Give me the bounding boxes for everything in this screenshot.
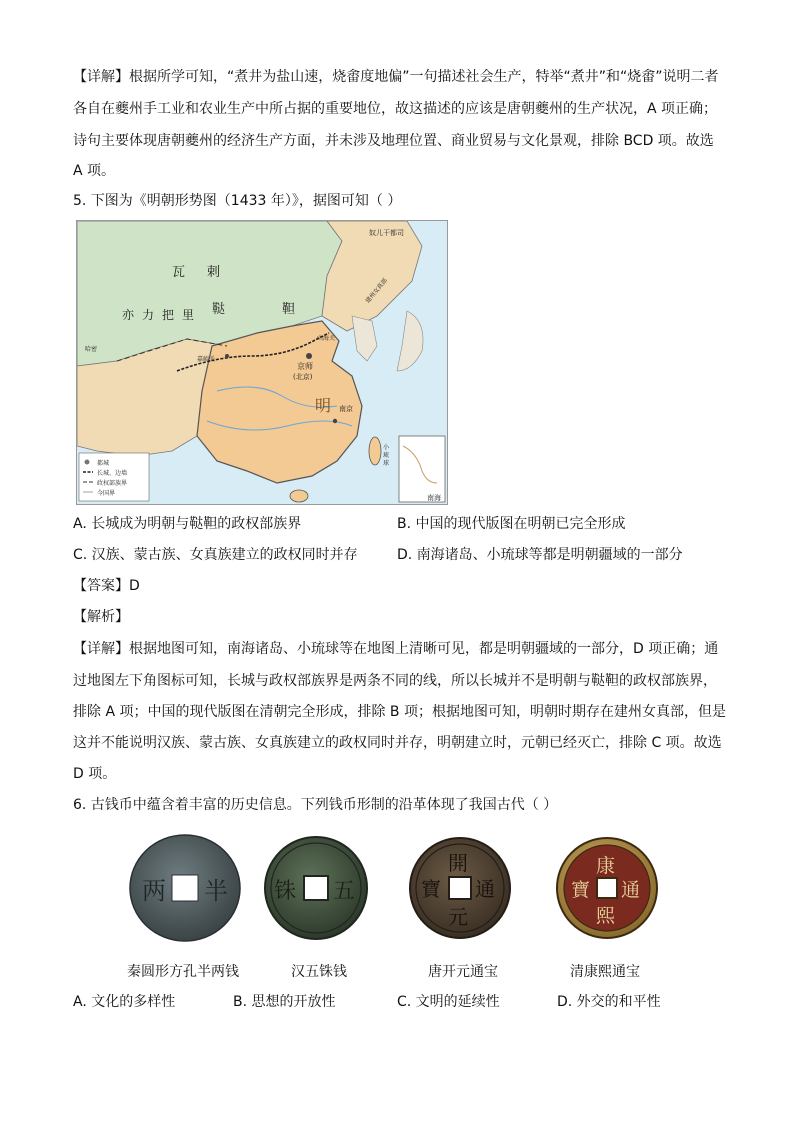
q5-detail-line-5: D 项。 — [73, 766, 117, 782]
q5-option-d[interactable]: D. 南海诸岛、小琉球等都是明朝疆域的一部分 — [397, 547, 683, 563]
coin-caption-tang: 唐开元通宝 — [428, 964, 498, 980]
map-label-hami: 哈密 — [85, 346, 98, 353]
legend-great-wall: 长城、边墙 — [97, 470, 128, 477]
q4-detail-line-3: 诗句主要体现唐朝夔州的经济生产方面，并未涉及地理位置、商业贸易与文化景观，排除 BCD 项。故选 — [73, 133, 714, 149]
coin-3-glyph-top: 開 — [448, 851, 468, 875]
q4-detail-line-1: 【详解】根据所学可知，“煮井为盐山速，烧畬度地偏”一句描述社会生产，特举“煮井”和“烧畬”说明二者 — [73, 69, 719, 85]
coin-caption-qing: 清康熙通宝 — [570, 964, 640, 980]
map-label-xiaoliuqiu-2: 琉 — [383, 452, 390, 459]
coin-2-glyph-left: 铢 — [274, 879, 297, 904]
map-label-wala-2: 剌 — [207, 265, 221, 280]
coin-4-glyph-top: 康 — [596, 855, 616, 877]
q6-option-a[interactable]: A. 文化的多样性 — [73, 994, 176, 1010]
coin-2-glyph-right: 五 — [333, 879, 356, 904]
map-label-xiaoliuqiu-1: 小 — [383, 444, 390, 451]
map-label-ming: 明 — [315, 396, 332, 415]
map-label-yilibali-3: 把 — [162, 308, 175, 322]
map-label-yilibali-4: 里 — [182, 308, 195, 322]
map-label-nanjing: 南京 — [339, 405, 353, 413]
q4-detail-line-2: 各自在夔州手工业和农业生产中所占据的重要地位，故这描述的应该是唐朝夔州的生产状况，A 项正确； — [73, 101, 718, 117]
q5-stem: 5. 下图为《明朝形势图（1433 年）》，据图可知（ ） — [73, 193, 402, 209]
coin-1-glyph-right: 半 — [204, 877, 228, 905]
q5-detail-line-1: 【详解】根据地图可知，南海诸岛、小琉球等在地图上清晰可见，都是明朝疆域的一部分，D 项正确；通 — [73, 641, 719, 657]
coin-3-glyph-left: 寶 — [421, 877, 441, 901]
q5-option-b[interactable]: B. 中国的现代版图在明朝已完全形成 — [397, 516, 626, 532]
map-label-jingshi: 京师 — [297, 362, 313, 371]
coin-4-glyph-left: 寶 — [571, 879, 591, 901]
legend-capital: 都城 — [97, 460, 110, 467]
map-label-shanhaiguan: 山海关 — [317, 335, 336, 342]
map-label-xiaoliuqiu-3: 球 — [383, 460, 390, 467]
map-label-wala: 瓦 — [172, 265, 186, 280]
map-label-dada-2: 靼 — [282, 302, 296, 317]
q4-detail-line-4: A 项。 — [73, 163, 116, 179]
legend-boundary: 政权部族界 — [97, 480, 128, 487]
map-label-jianzhou: 建州女真部 — [364, 277, 389, 305]
legend-modern-border: 今国界 — [97, 490, 116, 497]
map-label-dada: 鞑 — [212, 302, 226, 317]
q5-detail-line-2: 过地图左下角图标可知，长城与政权部族界是两条不同的线，所以长城并不是明朝与鞑靼的政权部族界， — [73, 673, 717, 689]
coin-3-glyph-right: 通 — [475, 877, 495, 901]
coin-han-wuzhu — [263, 835, 369, 941]
coin-4-glyph-bottom: 熙 — [596, 905, 616, 927]
q6-option-d[interactable]: D. 外交的和平性 — [557, 994, 661, 1010]
map-label-jiayuguan: 嘉峪关 — [197, 356, 216, 363]
q5-analysis-title: 【解析】 — [73, 609, 129, 625]
ming-dynasty-map — [76, 220, 448, 505]
q5-option-a[interactable]: A. 长城成为明朝与鞑靼的政权部族界 — [73, 516, 302, 532]
coin-1-glyph-left: 两 — [142, 877, 166, 905]
coin-qin-banliang — [128, 833, 242, 943]
coin-3-glyph-bottom: 元 — [448, 905, 468, 929]
coin-caption-qin: 秦圆形方孔半两钱 — [127, 964, 239, 980]
coin-4-glyph-right: 通 — [621, 879, 641, 901]
q6-option-c[interactable]: C. 文明的延续性 — [397, 994, 500, 1010]
q5-detail-line-3: 排除 A 项；中国的现代版图在清朝完全形成，排除 B 项；根据地图可知，明朝时期存在建州女真部，但是 — [73, 704, 726, 720]
q5-answer: 【答案】D — [73, 578, 140, 594]
q6-option-b[interactable]: B. 思想的开放性 — [233, 994, 336, 1010]
coin-caption-han: 汉五铢钱 — [291, 964, 347, 980]
coin-tang-kaiyuan — [408, 836, 512, 940]
map-label-yilibali-1: 亦 — [122, 308, 135, 322]
map-label-yilibali-2: 力 — [142, 308, 155, 322]
coin-qing-kangxi — [555, 836, 659, 940]
q5-option-c[interactable]: C. 汉族、蒙古族、女真族建立的政权同时并存 — [73, 547, 358, 563]
map-label-nuergan: 奴儿干都司 — [369, 229, 404, 237]
q6-stem: 6. 古钱币中蕴含着丰富的历史信息。下列钱币形制的沿革体现了我国古代（ ） — [73, 797, 558, 813]
map-label-beijing: (北京) — [293, 373, 313, 381]
q5-detail-line-4: 这并不能说明汉族、蒙古族、女真族建立的政权同时并存，明朝建立时，元朝已经灭亡，排除 C 项。故选 — [73, 735, 722, 751]
map-label-nanhai: 南海 — [427, 494, 441, 502]
